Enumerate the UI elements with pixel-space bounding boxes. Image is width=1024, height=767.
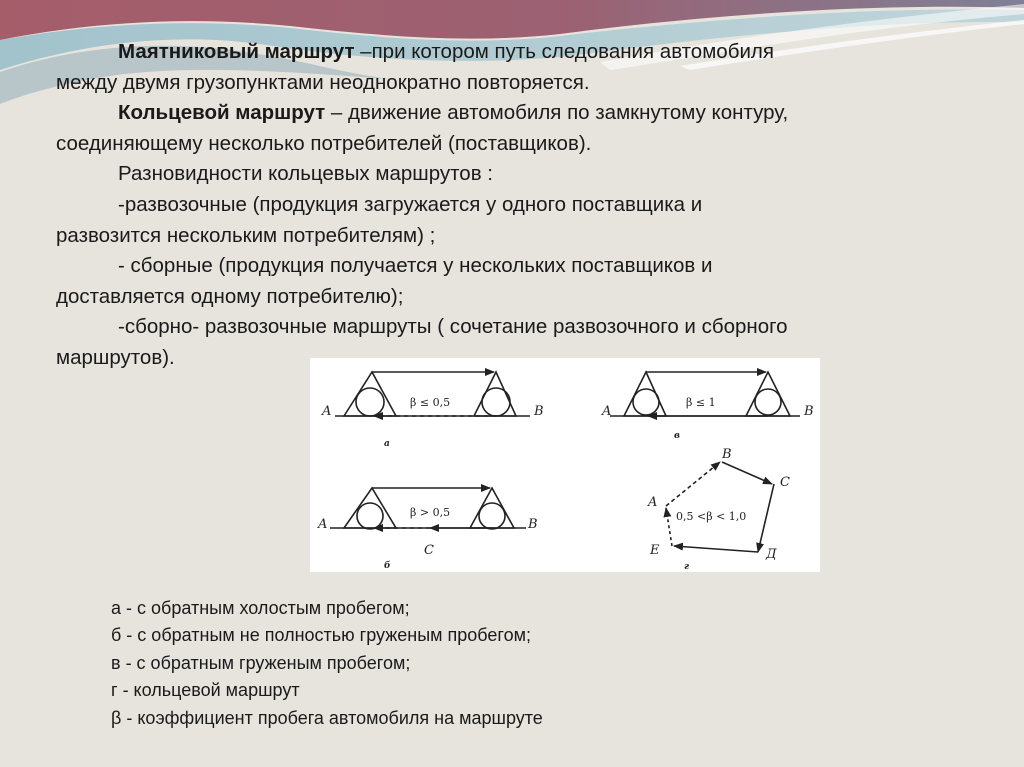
main-text: [56, 37, 976, 374]
diagram-g-caption: г: [684, 562, 690, 572]
ring-route-definition: Кольцевой маршрут – движение автомобиля по замкнутому контуру,: [118, 101, 789, 125]
collection-route-item: - сборные (продукция получается у нескольких поставщиков и: [118, 254, 713, 278]
ring-route-types-heading: Разновидности кольцевых маршрутов :: [118, 162, 493, 186]
diagram-b-caption: б: [384, 561, 391, 571]
diagram-g-label-b: B: [722, 447, 732, 462]
figure-legend: [111, 595, 543, 732]
diagram-g-beta: 0,5 <β < 1,0: [676, 510, 747, 523]
distribution-route-item-cont: развозится нескольким потребителям) ;: [56, 223, 436, 247]
pendulum-route-definition: Маятниковый маршрут –при котором путь следования автомобиля: [118, 40, 774, 63]
diagram-a-caption: а: [384, 439, 390, 449]
diagram-a: [335, 372, 530, 416]
route-diagrams: [310, 358, 820, 572]
diagram-b-label-c: C: [424, 543, 434, 558]
diagram-a-beta: β ≤ 0,5: [410, 396, 451, 409]
diagram-v-label-b: B: [804, 404, 814, 419]
diagram-b-label-a: A: [318, 517, 328, 532]
diagram-b-beta: β > 0,5: [410, 506, 451, 519]
legend-item-beta: β - коэффициент пробега автомобиля на маршруте: [111, 707, 543, 728]
mixed-route-item: -сборно- развозочные маршруты ( сочетание развозочного и сборного: [118, 315, 788, 339]
diagram-g: [666, 462, 774, 552]
distribution-route-item: -развозочные (продукция загружается у одного поставщика и: [118, 192, 703, 216]
collection-route-item-cont: доставляется одному потребителю);: [56, 284, 404, 308]
diagram-g-label-d: Д: [766, 547, 777, 562]
legend-item-g: г - кольцевой маршрут: [111, 680, 300, 701]
ring-route-definition-cont: соединяющему несколько потребителей (поставщиков).: [56, 131, 592, 155]
legend-item-b: б - с обратным не полностью груженым пробегом;: [111, 625, 531, 646]
diagram-g-label-a: A: [648, 495, 658, 510]
diagram-v-label-a: A: [602, 404, 612, 419]
diagram-g-label-e: Е: [650, 543, 660, 558]
diagram-v: [610, 372, 800, 416]
diagram-a-label-a: A: [322, 404, 332, 419]
diagram-v-beta: β ≤ 1: [686, 396, 716, 409]
diagram-a-label-b: B: [534, 404, 544, 419]
diagram-g-label-c: C: [780, 475, 790, 490]
route-diagrams-figure: [310, 358, 820, 572]
diagram-b-label-b: B: [528, 517, 538, 532]
legend-item-v: в - с обратным груженым пробегом;: [111, 652, 411, 673]
pendulum-route-definition-cont: между двумя грузопунктами неоднократно повторяется.: [56, 70, 590, 94]
mixed-route-item-cont: маршрутов).: [56, 345, 175, 369]
diagram-v-caption: в: [674, 431, 680, 441]
legend-item-a: а - с обратным холостым пробегом;: [111, 598, 410, 618]
